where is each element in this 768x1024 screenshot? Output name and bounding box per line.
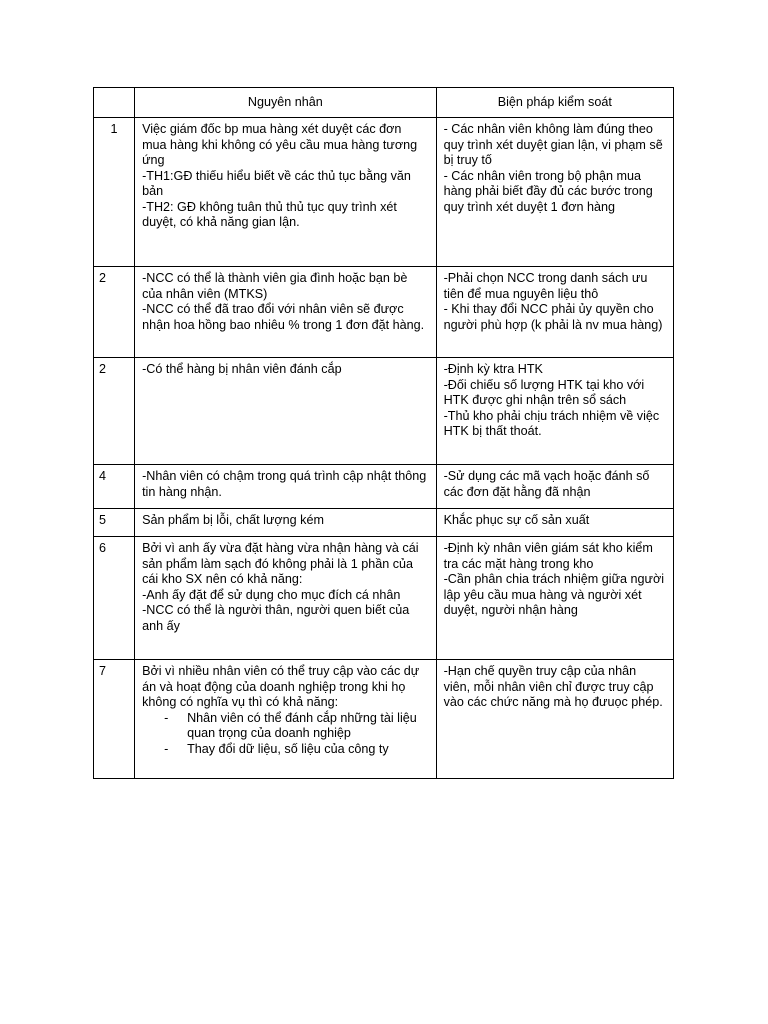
control-cell — [436, 509, 673, 537]
row-number: 1 — [94, 118, 135, 267]
cause-text: -NCC có thể là người thân, người quen biết của anh ấy — [142, 603, 410, 633]
list-marker: - — [164, 710, 169, 725]
table-row — [94, 465, 674, 509]
control-cell — [436, 267, 673, 358]
control-cell — [436, 660, 673, 779]
control-text: - Các nhân viên không làm đúng theo quy trình xét duyệt gian lận, vi phạm sẽ bị truy tố — [443, 122, 663, 167]
control-text: -Cần phân chia trách nhiệm giữa người lập yêu cầu mua hàng và người xét duyệt, người nhận hàng — [443, 572, 665, 617]
control-cell — [436, 465, 673, 509]
table-row — [94, 267, 674, 358]
header-control-measures: Biện pháp kiểm soát — [436, 88, 673, 118]
row-number: 2 — [94, 358, 135, 465]
cause-cell — [135, 358, 437, 465]
table-row — [94, 509, 674, 537]
cause-text: -Anh ấy đặt để sử dụng cho mục đích cá nhân — [142, 587, 401, 602]
table-row — [94, 537, 674, 660]
control-cell — [436, 358, 673, 465]
cause-text: -NCC có thể đã trao đổi với nhân viên sẽ được nhận hoa hồng bao nhiêu % trong 1 đơn đặt hàng. — [142, 302, 425, 332]
control-text: -Định kỳ nhân viên giám sát kho kiểm tra các mặt hàng trong kho — [443, 541, 653, 571]
list-marker: - — [164, 741, 169, 756]
header-number — [94, 88, 135, 118]
cause-list-item — [142, 742, 429, 758]
cause-list-item — [142, 711, 429, 742]
control-cell — [436, 118, 673, 267]
table-row — [94, 358, 674, 465]
control-measures-table — [93, 87, 674, 779]
cause-cell — [135, 267, 437, 358]
cause-text: Sản phẩm bị lỗi, chất lượng kém — [142, 513, 324, 527]
table-header-row — [94, 88, 674, 118]
cause-list-text: Thay đổi dữ liệu, số liệu của công ty — [187, 741, 389, 756]
cause-text: -NCC có thể là thành viên gia đình hoặc bạn bè của nhân viên (MTKS) — [142, 271, 408, 301]
cause-text: Bởi vì nhiều nhân viên có thể truy cập vào các dự án và hoạt động của doanh nghiệp trong khi họ không có nghĩa vụ thì có khả năng: — [142, 664, 420, 709]
row-number: 2 — [94, 267, 135, 358]
control-text: -Đối chiếu số lượng HTK tại kho với HTK được ghi nhận trên sổ sách — [443, 377, 645, 407]
cause-text: -Có thể hàng bị nhân viên đánh cắp — [142, 362, 342, 376]
table-row — [94, 118, 674, 267]
control-text: -Phải chọn NCC trong danh sách ưu tiên để mua nguyên liệu thô — [443, 271, 648, 301]
control-text: -Sử dụng các mã vạch hoặc đánh số các đơn đặt hằng đã nhận — [443, 469, 650, 499]
cause-cell — [135, 660, 437, 779]
table-row — [94, 660, 674, 779]
row-number: 4 — [94, 465, 135, 509]
cause-cell — [135, 465, 437, 509]
control-text: -Thủ kho phải chịu trách nhiệm về việc HTK bị thất thoát. — [443, 408, 660, 438]
cause-cell — [135, 118, 437, 267]
control-cell — [436, 537, 673, 660]
row-number: 5 — [94, 509, 135, 537]
cause-cell — [135, 509, 437, 537]
row-number: 6 — [94, 537, 135, 660]
row-number: 7 — [94, 660, 135, 779]
cause-text: Việc giám đốc bp mua hàng xét duyệt các đơn mua hàng khi không có yêu cầu mua hàng tương ứng — [142, 122, 418, 167]
cause-text: -TH2: GĐ không tuân thủ thủ tục quy trình xét duyệt, có khả năng gian lận. — [142, 199, 397, 229]
control-text: - Các nhân viên trong bộ phận mua hàng phải biết đầy đủ các bước trong quy trình xét duyệt 1 đơn hàng — [443, 168, 653, 214]
cause-text: -TH1:GĐ thiếu hiểu biết về các thủ tục bằng văn bản — [142, 168, 411, 198]
cause-text: Bởi vì anh ấy vừa đặt hàng vừa nhận hàng và cái sản phẩm làm sạch đó không phải là 1 phần của cái kho SX nên có khả năng: — [142, 541, 419, 586]
control-text: -Định kỳ ktra HTK — [443, 362, 543, 376]
cause-list-text: Nhân viên có thể đánh cắp những tài liệu quan trọng của doanh nghiệp — [187, 710, 417, 740]
control-text: -Hạn chế quyền truy cập của nhân viên, mỗi nhân viên chỉ được truy cập vào các chức năng mà họ đưuọc phép. — [443, 664, 663, 709]
control-text: Khắc phục sự cố sản xuất — [443, 513, 590, 527]
cause-cell — [135, 537, 437, 660]
control-text: - Khi thay đổi NCC phải ủy quyền cho người phù hợp (k phải là nv mua hàng) — [443, 302, 663, 332]
cause-text: -Nhân viên có chậm trong quá trình cập nhật thông tin hàng nhận. — [142, 469, 427, 499]
header-cause: Nguyên nhân — [135, 88, 437, 118]
